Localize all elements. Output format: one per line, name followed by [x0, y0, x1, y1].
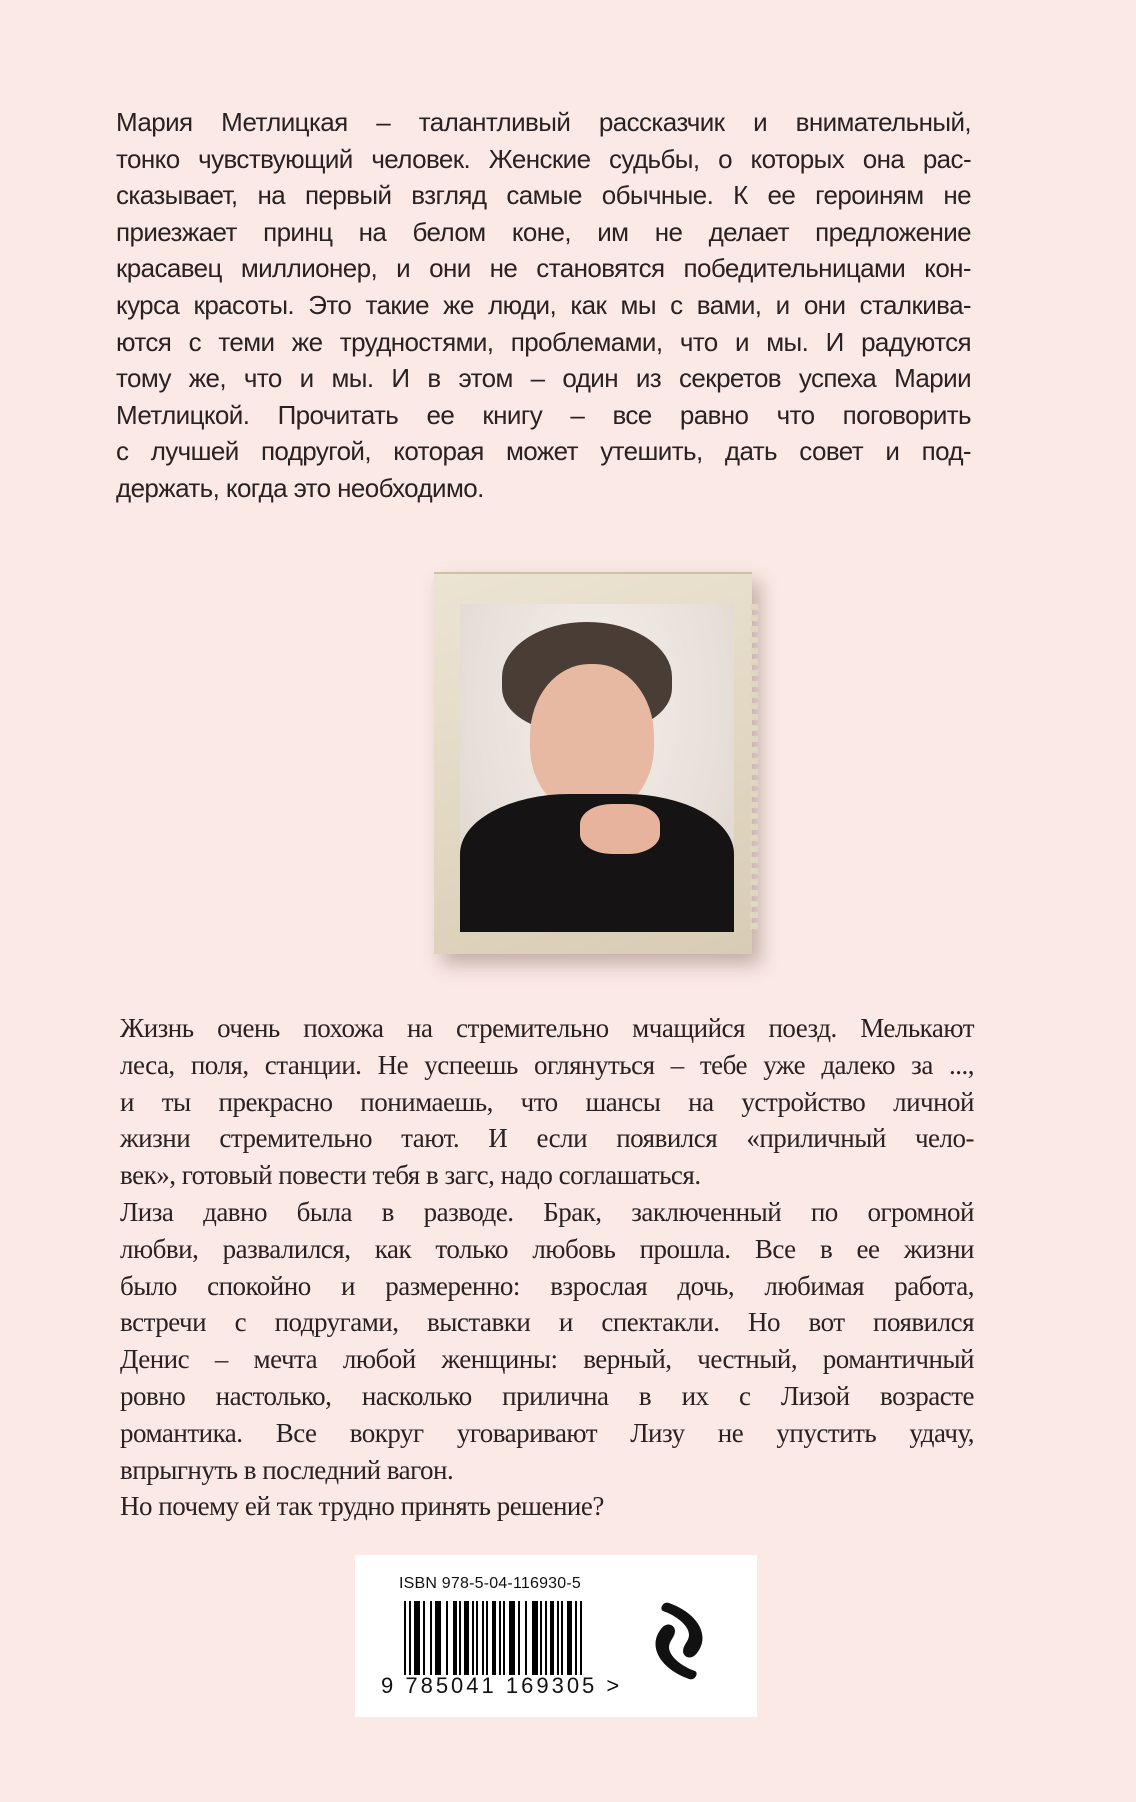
isbn-label: ISBN 978-5-04-116930-5 — [399, 1575, 581, 1592]
synopsis-line: век», готовый повести тебя в загс, надо соглашаться. — [120, 1160, 701, 1191]
eksmo-logo-icon — [645, 1595, 713, 1685]
annotation-line: с лучшей подругой, которая может утешить, дать совет и под- — [116, 436, 971, 467]
synopsis-line: леса, поля, станции. Не успеешь оглянуться – тебе уже далеко за ..., — [120, 1049, 974, 1080]
synopsis-line: любви, развалился, как только любовь прошла. Все в ее жизни — [120, 1233, 974, 1264]
annotation-line: тонко чувствующий человек. Женские судьбы, о которых она рас- — [116, 143, 971, 174]
author-photo — [460, 604, 734, 932]
photo-face-shape — [530, 664, 654, 814]
synopsis-line: жизни стремительно тают. И если появился «приличный чело- — [120, 1123, 974, 1154]
author-photo-frame — [434, 572, 752, 954]
barcode-digits: 9 785041 169305 > — [381, 1673, 623, 1698]
book-synopsis — [120, 1010, 974, 1525]
synopsis-line: Жизнь очень похожа на стремительно мчащийся поезд. Мелькают — [120, 1013, 974, 1043]
synopsis-line: впрыгнуть в последний вагон. — [120, 1454, 454, 1485]
synopsis-line: встречи с подругами, выставки и спектакли. Но вот появился — [120, 1307, 974, 1338]
annotation-line: курса красоты. Это такие же люди, как мы с вами, и они сталкива- — [116, 289, 971, 320]
photo-hand-shape — [580, 804, 660, 854]
annotation-line: Метлицкой. Прочитать ее книгу – все равно что поговорить — [116, 399, 971, 430]
synopsis-line: Лиза давно была в разводе. Брак, заключенный по огромной — [120, 1196, 974, 1227]
isbn-barcode-box — [355, 1555, 757, 1717]
annotation-line: Мария Метлицкая – талантливый рассказчик и внимательный, — [116, 107, 971, 137]
annotation-line: держать, когда это необходимо. — [116, 472, 484, 503]
annotation-line: тому же, что и мы. И в этом – один из секретов успеха Марии — [116, 363, 971, 394]
author-annotation — [116, 104, 971, 507]
annotation-line: приезжает принц на белом коне, им не делает предложение — [116, 216, 971, 247]
synopsis-question: Но почему ей так трудно принять решение? — [120, 1491, 604, 1522]
synopsis-line: ровно настолько, насколько прилична в их с Лизой возрасте — [120, 1380, 974, 1411]
synopsis-line: было спокойно и размеренно: взрослая дочь, любимая работа, — [120, 1270, 974, 1301]
barcode-bars — [404, 1601, 622, 1675]
synopsis-line: и ты прекрасно понимаешь, что шансы на устройство личной — [120, 1086, 974, 1117]
synopsis-line: Денис – мечта любой женщины: верный, честный, романтичный — [120, 1344, 974, 1375]
annotation-line: красавец миллионер, и они не становятся победительницами кон- — [116, 253, 971, 284]
synopsis-line: романтика. Все вокруг уговаривают Лизу не упустить удачу, — [120, 1417, 974, 1448]
annotation-line: ются с теми же трудностями, проблемами, что и мы. И радуются — [116, 326, 971, 357]
annotation-line: сказывает, на первый взгляд самые обычные. К ее героиням не — [116, 180, 971, 211]
